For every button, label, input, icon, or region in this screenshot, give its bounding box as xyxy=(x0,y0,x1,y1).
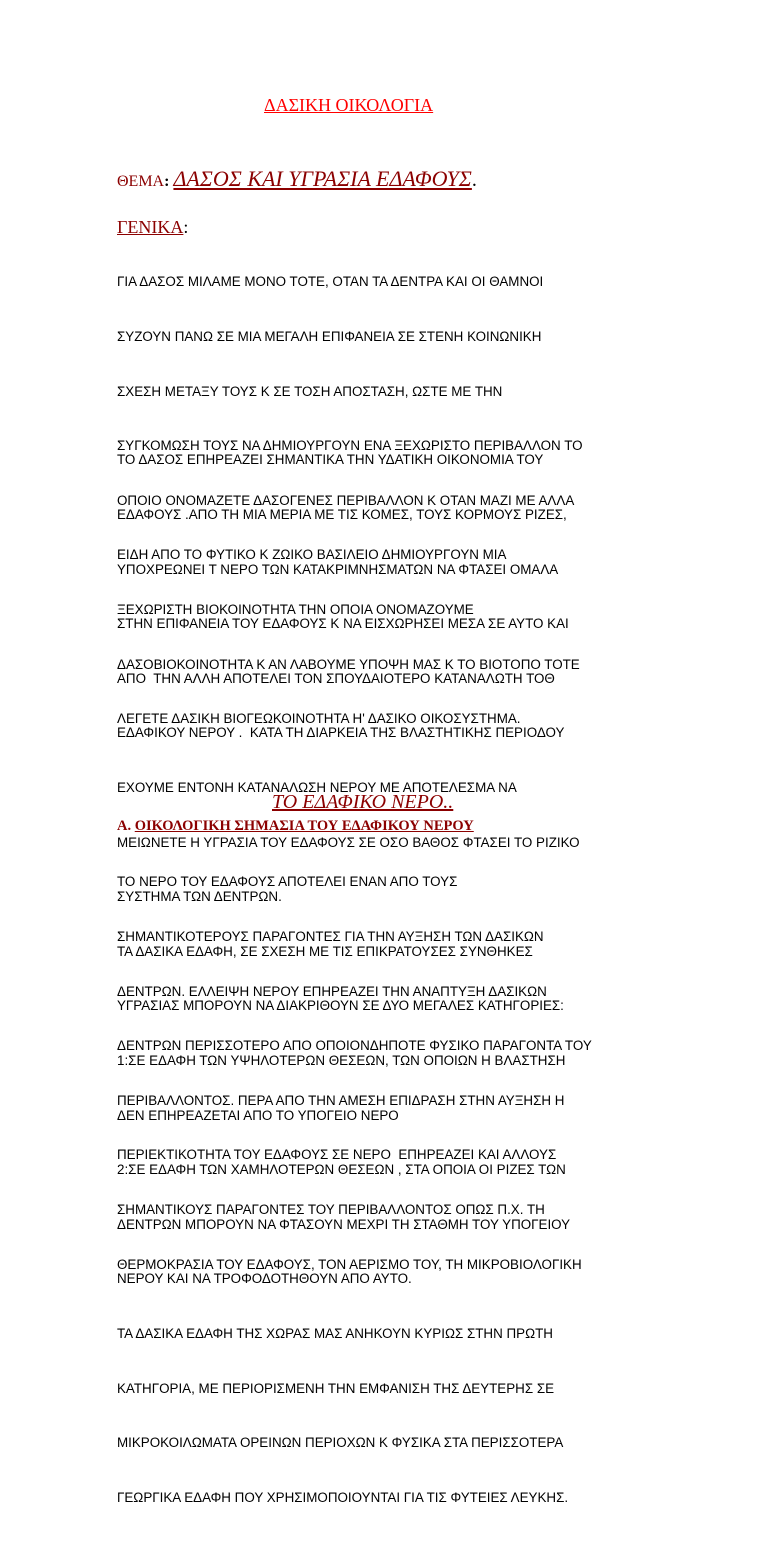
text-line: ΣΧΕΣΗ ΜΕΤΑΞΥ ΤΟΥΣ Κ ΣΕ ΤΟΣΗ ΑΠΟΣΤΑΣΗ, ΩΣΤΕ ΜΕ ΤΗΝ xyxy=(117,383,503,399)
text-line: ΠΕΡΙΕΚΤΙΚΟΤΗΤΑ ΤΟΥ ΕΔΑΦΟΥΣ ΣΕ ΝΕΡΟ ΕΠΗΡΕΑΖΕΙ ΚΑΙ ΑΛΛΟΥΣ xyxy=(117,1147,557,1163)
text-line: ΔΕΝΤΡΩΝ. ΕΛΛΕΙΨΗ ΝΕΡΟΥ ΕΠΗΡΕΑΖΕΙ ΤΗΝ ΑΝΑΠΤΥΞΗ ΔΑΣΙΚΩΝ xyxy=(117,983,547,999)
text-line: ΔΕΝ ΕΠΗΡΕΑΖΕΤΑΙ ΑΠΟ ΤΟ ΥΠΟΓΕΙΟ ΝΕΡΟ xyxy=(117,1107,399,1123)
text-line: ΥΓΡΑΣΙΑΣ ΜΠΟΡΟΥΝ ΝΑ ΔΙΑΚΡΙΘΟΥΝ ΣΕ ΔΥΟ ΜΕΓΑΛΕΣ ΚΑΤΗΓΟΡΙΕΣ: xyxy=(117,998,564,1014)
text-line: ΝΕΡΟΥ ΚΑΙ ΝΑ ΤΡΟΦΟΔΟΤΗΘΟΥΝ ΑΠΟ ΑΥΤΟ. xyxy=(117,1271,412,1287)
subsection-prefix: Α. xyxy=(117,818,135,834)
text-line: ΔΕΝΤΡΩΝ ΠΕΡΙΣΣΟΤΕΡΟ ΑΠΟ ΟΠΟΙΟΝΔΗΠΟΤΕ ΦΥΣΙΚΟ ΠΑΡΑΓΟΝΤΑ ΤΟΥ xyxy=(117,1038,592,1054)
text-line: ΔΑΣΟΒΙΟΚΟΙΝΟΤΗΤΑ Κ ΑΝ ΛΑΒΟΥΜΕ ΥΠΟΨΗ ΜΑΣ Κ ΤΟ ΒΙΟΤΟΠΟ ΤΟΤΕ xyxy=(117,656,580,672)
theme-label: ΘΕΜΑ xyxy=(117,173,165,190)
text-line: ΔΕΝΤΡΩΝ ΜΠΟΡΟΥΝ ΝΑ ΦΤΑΣΟΥΝ ΜΕΧΡΙ ΤΗ ΣΤΑΘΜΗ ΤΟΥ ΥΠΟΓΕΙΟΥ xyxy=(117,1216,571,1232)
text-line: ΚΑΤΗΓΟΡΙΑ, ΜΕ ΠΕΡΙΟΡΙΣΜΕΝΗ ΤΗΝ ΕΜΦΑΝΙΣΗ ΤΗΣ ΔΕΥΤΕΡΗΣ ΣΕ xyxy=(117,1380,555,1396)
text-line: ΤΟ ΝΕΡΟ ΤΟΥ ΕΔΑΦΟΥΣ ΑΠΟΤΕΛΕΙ ΕΝΑΝ ΑΠΟ ΤΟΥΣ xyxy=(117,874,458,890)
text-line: ΣΤΗΝ ΕΠΙΦΑΝΕΙΑ ΤΟΥ ΕΔΑΦΟΥΣ Κ ΝΑ ΕΙΣΧΩΡΗΣΕΙ ΜΕΣΑ ΣΕ ΑΥΤΟ ΚΑΙ xyxy=(117,616,569,632)
paragraph-soil-water xyxy=(117,837,657,1310)
theme-value: ΔΑΣΟΣ ΚΑΙ ΥΓΡΑΣΙΑ ΕΔΑΦΟΥΣ xyxy=(173,166,472,191)
theme-line xyxy=(117,168,477,190)
text-line: ΞΕΧΩΡΙΣΤΗ ΒΙΟΚΟΙΝΟΤΗΤΑ ΤΗΝ ΟΠΟΙΑ ΟΝΟΜΑΖΟΥΜΕ xyxy=(117,601,474,617)
text-line: ΜΕΙΩΝΕΤΕ Η ΥΓΡΑΣΙΑ ΤΟΥ ΕΔΑΦΟΥΣ ΣΕ ΟΣΟ ΒΑΘΟΣ ΦΤΑΣΕΙ ΤΟ ΡΙΖΙΚΟ xyxy=(117,834,580,850)
text-line: ΣΗΜΑΝΤΙΚΟΥΣ ΠΑΡΑΓΟΝΤΕΣ ΤΟΥ ΠΕΡΙΒΑΛΛΟΝΤΟΣ ΟΠΩΣ Π.Χ. ΤΗ xyxy=(117,1201,545,1217)
text-line: 1:ΣΕ ΕΔΑΦΗ ΤΩΝ ΥΨΗΛΟΤΕΡΩΝ ΘΕΣΕΩΝ, ΤΩΝ ΟΠΟΙΩΝ Η ΒΛΑΣΤΗΣΗ xyxy=(117,1052,566,1068)
theme-colon: : xyxy=(164,173,170,190)
text-line: ΤΟ ΔΑΣΟΣ ΕΠΗΡΕΑΖΕΙ ΣΗΜΑΝΤΙΚΑ ΤΗΝ ΥΔΑΤΙΚΗ ΟΙΚΟΝΟΜΙΑ ΤΟΥ xyxy=(117,452,544,468)
text-line: ΘΕΡΜΟΚΡΑΣΙΑ ΤΟΥ ΕΔΑΦΟΥΣ, ΤΟΝ ΑΕΡΙΣΜΟ ΤΟΥ, ΤΗ ΜΙΚΡΟΒΙΟΛΟΓΙΚΗ xyxy=(117,1256,582,1272)
text-line: ΣΥΣΤΗΜΑ ΤΩΝ ΔΕΝΤΡΩΝ. xyxy=(117,889,282,905)
text-line: ΣΗΜΑΝΤΙΚΟΤΕΡΟΥΣ ΠΑΡΑΓΟΝΤΕΣ ΓΙΑ ΤΗΝ ΑΥΞΗΣΗ ΤΩΝ ΔΑΣΙΚΩΝ xyxy=(117,929,544,944)
general-heading xyxy=(117,217,188,238)
text-line: 2:ΣΕ ΕΔΑΦΗ ΤΩΝ ΧΑΜΗΛΟΤΕΡΩΝ ΘΕΣΕΩΝ , ΣΤΑ ΟΠΟΙΑ ΟΙ ΡΙΖΕΣ ΤΩΝ xyxy=(117,1162,566,1178)
text-line: ΟΠΟΙΟ ΟΝΟΜΑΖΕΤΕ ΔΑΣΟΓΕΝΕΣ ΠΕΡΙΒΑΛΛΟΝ Κ ΟΤΑΝ ΜΑΖΙ ΜΕ ΑΛΛΑ xyxy=(117,492,575,508)
text-line: ΣΥΖΟΥΝ ΠΑΝΩ ΣΕ ΜΙΑ ΜΕΓΑΛΗ ΕΠΙΦΑΝΕΙΑ ΣΕ ΣΤΕΝΗ ΚΟΙΝΩΝΙΚΗ xyxy=(117,329,542,344)
text-line: ΠΕΡΙΒΑΛΛΟΝΤΟΣ. ΠΕΡΑ ΑΠΟ ΤΗΝ ΑΜΕΣΗ ΕΠΙΔΡΑΣΗ ΣΤΗΝ ΑΥΞΗΣΗ Η xyxy=(117,1092,565,1108)
text-line: ΓΙΑ ΔΑΣΟΣ ΜΙΛΑΜΕ ΜΟΝΟ ΤΟΤΕ, ΟΤΑΝ ΤΑ ΔΕΝΤΡΑ ΚΑΙ ΟΙ ΘΑΜΝΟΙ xyxy=(117,274,544,290)
theme-dot: . xyxy=(471,169,477,191)
text-line: ΕΔΑΦΙΚΟΥ ΝΕΡΟΥ . ΚΑΤΑ ΤΗ ΔΙΑΡΚΕΙΑ ΤΗΣ ΒΛΑΣΤΗΤΙΚΗΣ ΠΕΡΙΟΔΟΥ xyxy=(117,725,565,741)
text-line: ΤΑ ΔΑΣΙΚΑ ΕΔΑΦΗ, ΣΕ ΣΧΕΣΗ ΜΕ ΤΙΣ ΕΠΙΚΡΑΤΟΥΣΕΣ ΣΥΝΘΗΚΕΣ xyxy=(117,943,533,959)
text-line: ΥΠΟΧΡΕΩΝΕΙ Τ ΝΕΡΟ ΤΩΝ ΚΑΤΑΚΡΙΜΝΗΣΜΑΤΩΝ ΝΑ ΦΤΑΣΕΙ ΟΜΑΛΑ xyxy=(117,561,559,577)
section-title: ΤΟ ΕΔΑΦΙΚΟ ΝΕΡΟ.. xyxy=(272,791,454,813)
text-line: ΣΥΓΚΟΜΩΣΗ ΤΟΥΣ ΝΑ ΔΗΜΙΟΥΡΓΟΥΝ ΕΝΑ ΞΕΧΩΡΙΣΤΟ ΠΕΡΙΒΑΛΛΟΝ ΤΟ xyxy=(117,438,583,454)
text-line: ΕΔΑΦΟΥΣ .ΑΠΟ ΤΗ ΜΙΑ ΜΕΡΙΑ ΜΕ ΤΙΣ ΚΟΜΕΣ, ΤΟΥΣ ΚΟΡΜΟΥΣ ΡΙΖΕΣ, xyxy=(117,507,567,522)
text-line: ΕΧΟΥΜΕ ΕΝΤΟΝΗ ΚΑΤΑΝΑΛΩΣΗ ΝΕΡΟΥ ΜΕ ΑΠΟΤΕΛΕΣΜΑ ΝΑ xyxy=(117,779,517,795)
text-line: ΤΑ ΔΑΣΙΚΑ ΕΔΑΦΗ ΤΗΣ ΧΩΡΑΣ ΜΑΣ ΑΝΗΚΟΥΝ ΚΥΡΙΩΣ ΣΤΗΝ ΠΡΩΤΗ xyxy=(117,1325,553,1341)
general-heading-text: ΓΕΝΙΚΑ xyxy=(117,217,184,237)
subsection-title: ΟΙΚΟΛΟΓΙΚΗ ΣΗΜΑΣΙΑ ΤΟΥ ΕΔΑΦΙΚΟΥ ΝΕΡΟΥ xyxy=(134,818,474,834)
text-line: ΕΙΔΗ ΑΠΟ ΤΟ ΦΥΤΙΚΟ Κ ΖΩΙΚΟ ΒΑΣΙΛΕΙΟ ΔΗΜΙΟΥΡΓΟΥΝ ΜΙΑ xyxy=(117,547,507,563)
general-heading-colon: : xyxy=(183,217,189,237)
text-line: ΜΙΚΡΟΚΟΙΛΩΜΑΤΑ ΟΡΕΙΝΩΝ ΠΕΡΙΟΧΩΝ Κ ΦΥΣΙΚΑ ΣΤΑ ΠΕΡΙΣΣΟΤΕΡΑ xyxy=(117,1435,564,1451)
document-title: ΔΑΣΙΚΗ ΟΙΚΟΛΟΓΙΑ xyxy=(264,95,434,115)
text-line: ΓΕΩΡΓΙΚΑ ΕΔΑΦΗ ΠΟΥ ΧΡΗΣΙΜΟΠΟΙΟΥΝΤΑΙ ΓΙΑ ΤΙΣ ΦΥΤΕΙΕΣ ΛΕΥΚΗΣ. xyxy=(117,1489,569,1505)
text-line: ΛΕΓΕΤΕ ΔΑΣΙΚΗ ΒΙΟΓΕΩΚΟΙΝΟΤΗΤΑ Η' ΔΑΣΙΚΟ ΟΙΚΟΣΥΣΤΗΜΑ. xyxy=(117,711,521,727)
text-line: ΑΠΟ ΤΗΝ ΑΛΛΗ ΑΠΟΤΕΛΕΙ ΤΟΝ ΣΠΟΥΔΑΙΟΤΕΡΟ ΚΑΤΑΝΑΛΩΤΗ ΤΟΘ xyxy=(117,670,555,686)
subsection-heading xyxy=(117,818,474,835)
